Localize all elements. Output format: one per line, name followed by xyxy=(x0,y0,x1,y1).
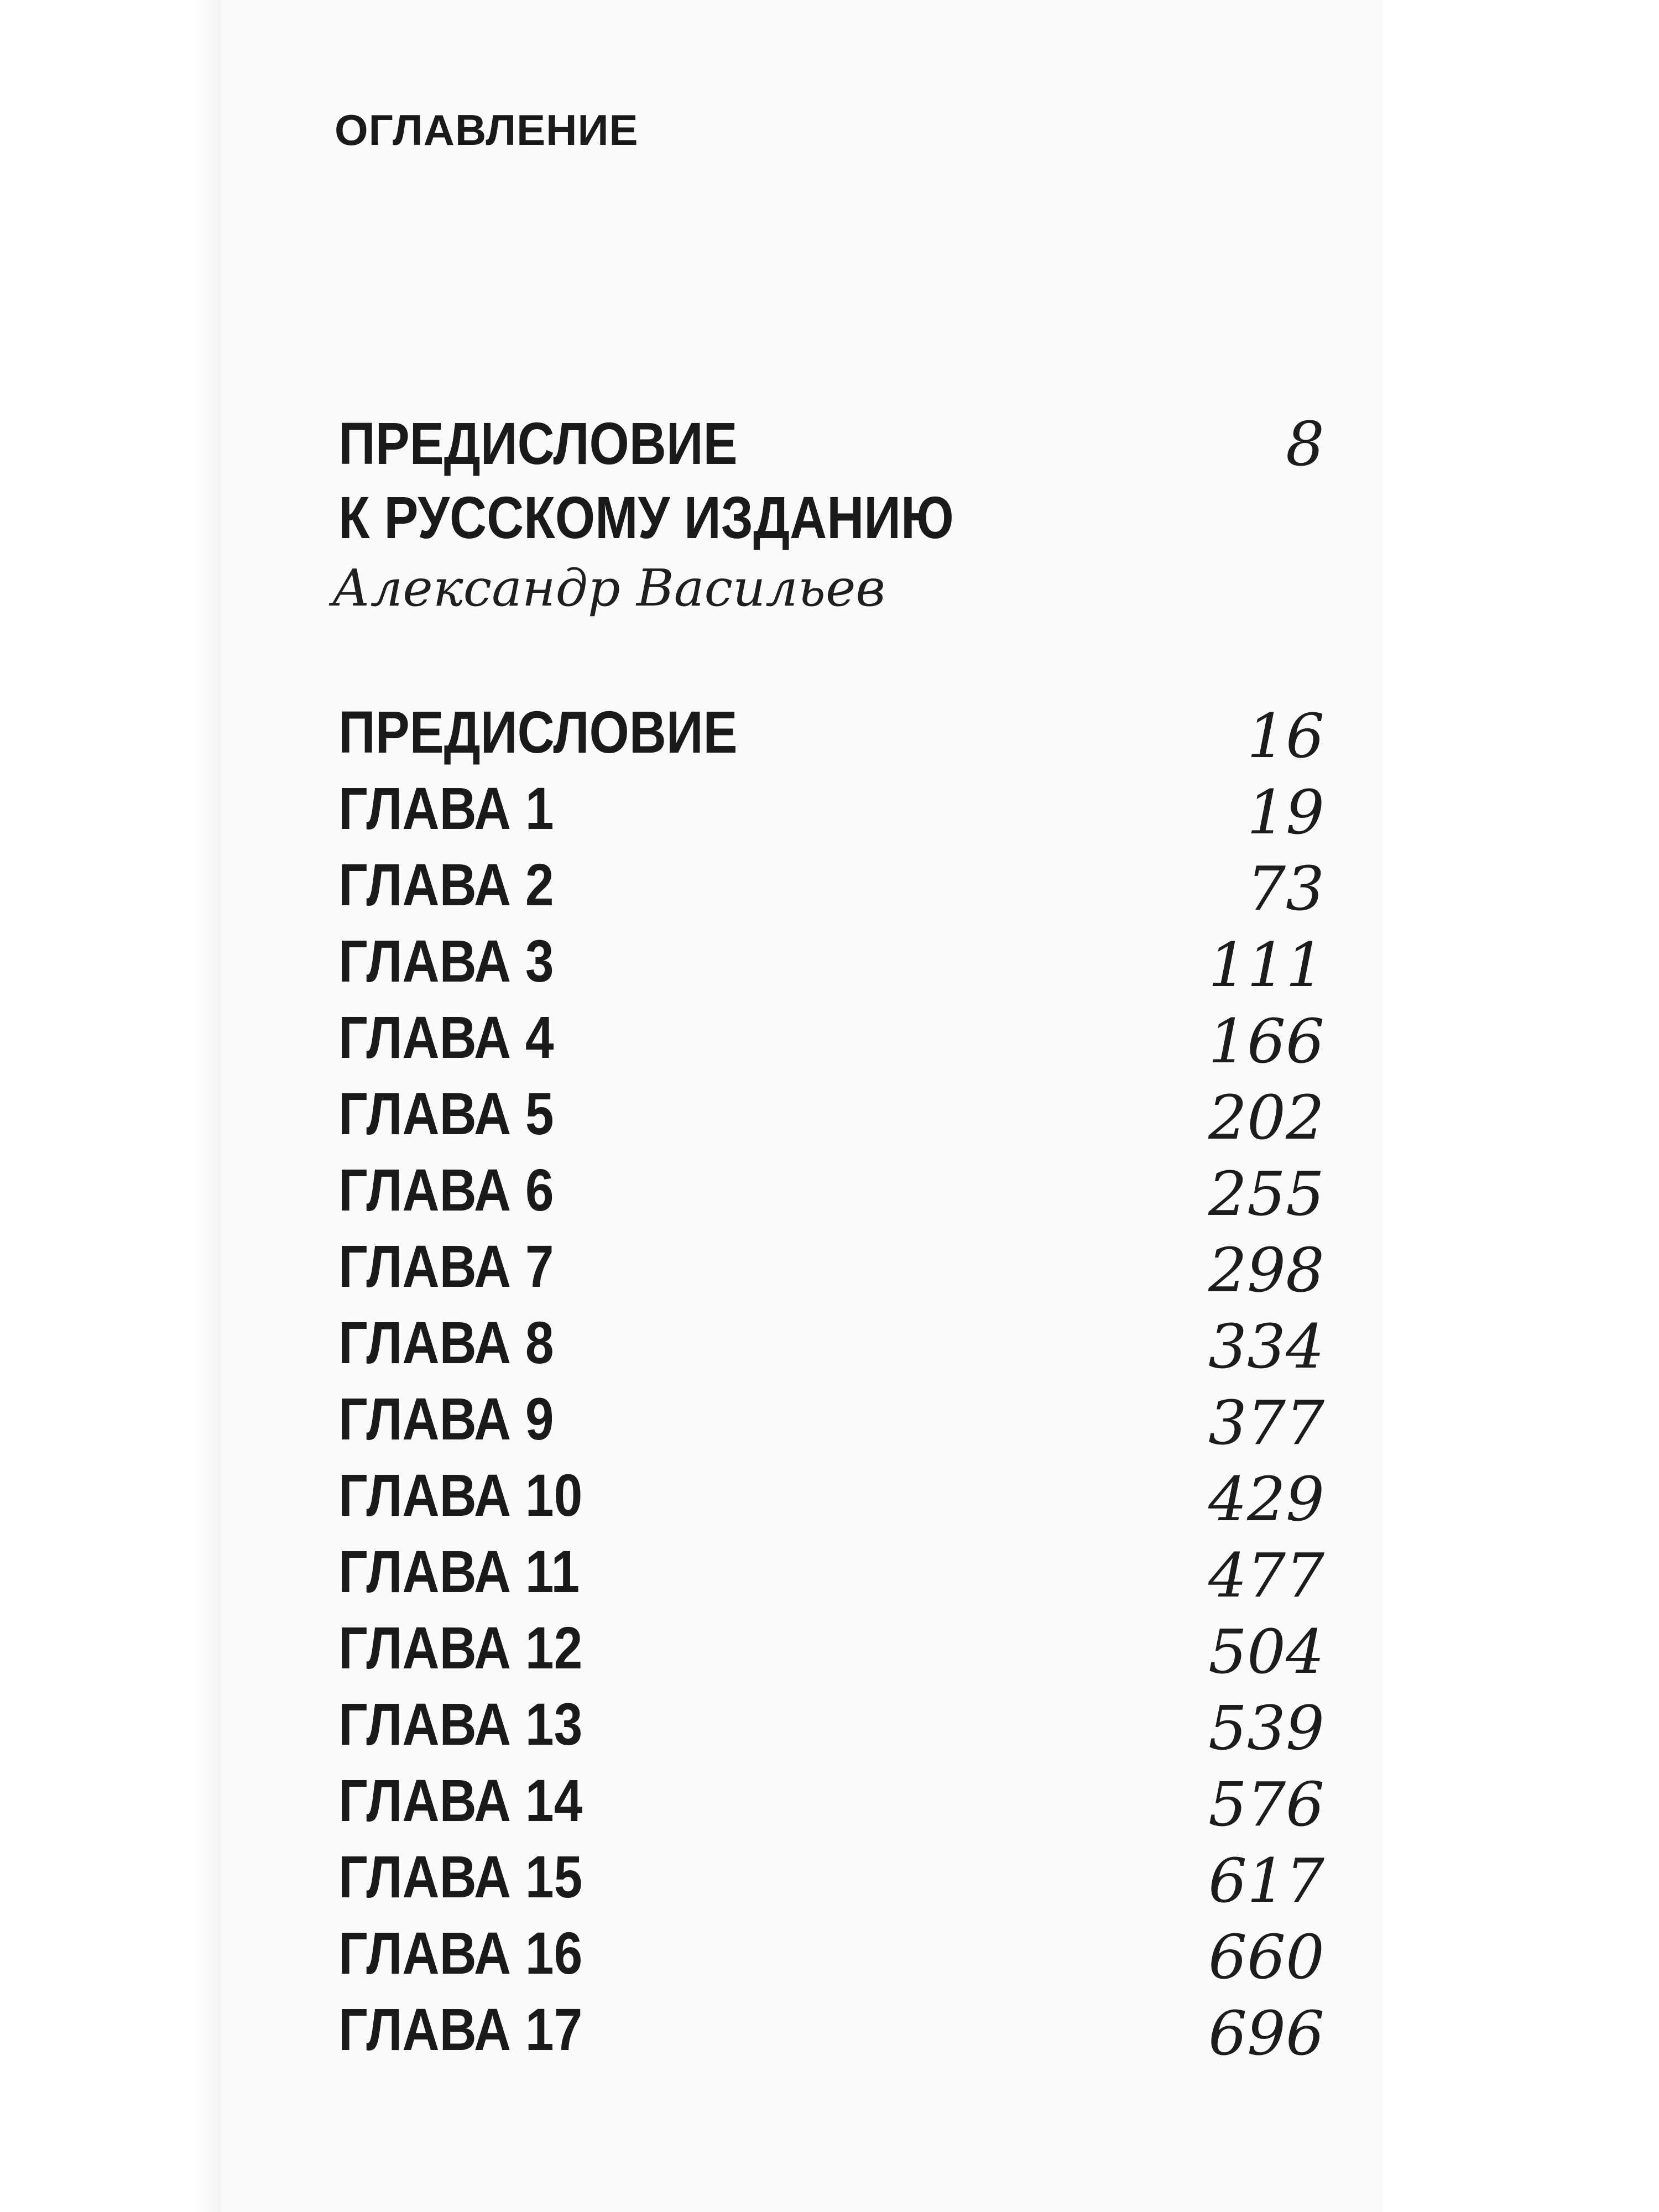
toc-entry-title: ГЛАВА 2 xyxy=(338,851,554,918)
toc-entry-title: ГЛАВА 4 xyxy=(338,1004,554,1071)
toc-entry-page: 539 xyxy=(1208,1693,1324,1764)
toc-entry-foreword-ru-title-line2: К РУССКОМУ ИЗДАНИЮ xyxy=(338,484,954,551)
toc-entry-page: 334 xyxy=(1208,1311,1324,1382)
toc-entry-title: ГЛАВА 1 xyxy=(338,775,554,842)
toc-entry-title: ГЛАВА 17 xyxy=(338,1996,583,2063)
toc-entry-page: 19 xyxy=(1247,777,1324,848)
toc-entry-foreword-ru-author: Александр Васильев xyxy=(332,559,885,618)
toc-entry-title: ГЛАВА 12 xyxy=(338,1614,583,1681)
toc-entry-page: 73 xyxy=(1247,853,1324,924)
toc-entry-page: 111 xyxy=(1208,930,1324,1000)
toc-entry-page: 16 xyxy=(1247,701,1324,771)
toc-entry-title: ГЛАВА 3 xyxy=(338,927,554,994)
toc-entry-page: 377 xyxy=(1208,1387,1324,1458)
toc-entry-title: ГЛАВА 9 xyxy=(338,1385,554,1452)
toc-entry-title: ГЛАВА 5 xyxy=(338,1080,554,1147)
toc-entry-foreword-ru-title-line1: ПРЕДИСЛОВИЕ xyxy=(338,410,738,477)
toc-entry-page: 166 xyxy=(1208,1006,1324,1077)
toc-entry-page: 298 xyxy=(1208,1235,1324,1306)
toc-entry-title: ГЛАВА 7 xyxy=(338,1233,554,1300)
toc-entry-title: ГЛАВА 11 xyxy=(338,1538,580,1605)
toc-entry-page: 504 xyxy=(1208,1616,1324,1687)
toc-entry-page: 202 xyxy=(1208,1082,1324,1153)
toc-entry-page: 696 xyxy=(1208,1998,1324,2069)
toc-entry-title: ГЛАВА 14 xyxy=(338,1767,583,1834)
binding-margin xyxy=(0,0,221,2212)
toc-entry-title: ГЛАВА 8 xyxy=(338,1309,554,1376)
toc-entry-title: ГЛАВА 10 xyxy=(338,1462,583,1528)
toc-entry-page: 255 xyxy=(1208,1159,1324,1229)
toc-entry-foreword-ru-page: 8 xyxy=(1286,409,1324,479)
toc-entry-page: 660 xyxy=(1208,1922,1324,1992)
toc-entry-page: 429 xyxy=(1208,1464,1324,1535)
toc-entry-title: ГЛАВА 6 xyxy=(338,1156,554,1223)
toc-entry-title: ПРЕДИСЛОВИЕ xyxy=(338,698,738,765)
toc-entry-title: ГЛАВА 16 xyxy=(338,1919,583,1986)
toc-entry-page: 576 xyxy=(1208,1769,1324,1840)
toc-entry-title: ГЛАВА 13 xyxy=(338,1691,583,1757)
toc-entry-title: ГЛАВА 15 xyxy=(338,1843,583,1910)
toc-heading: ОГЛАВЛЕНИЕ xyxy=(335,106,639,154)
toc-entry-page: 617 xyxy=(1208,1845,1324,1916)
toc-entry-page: 477 xyxy=(1208,1540,1324,1611)
